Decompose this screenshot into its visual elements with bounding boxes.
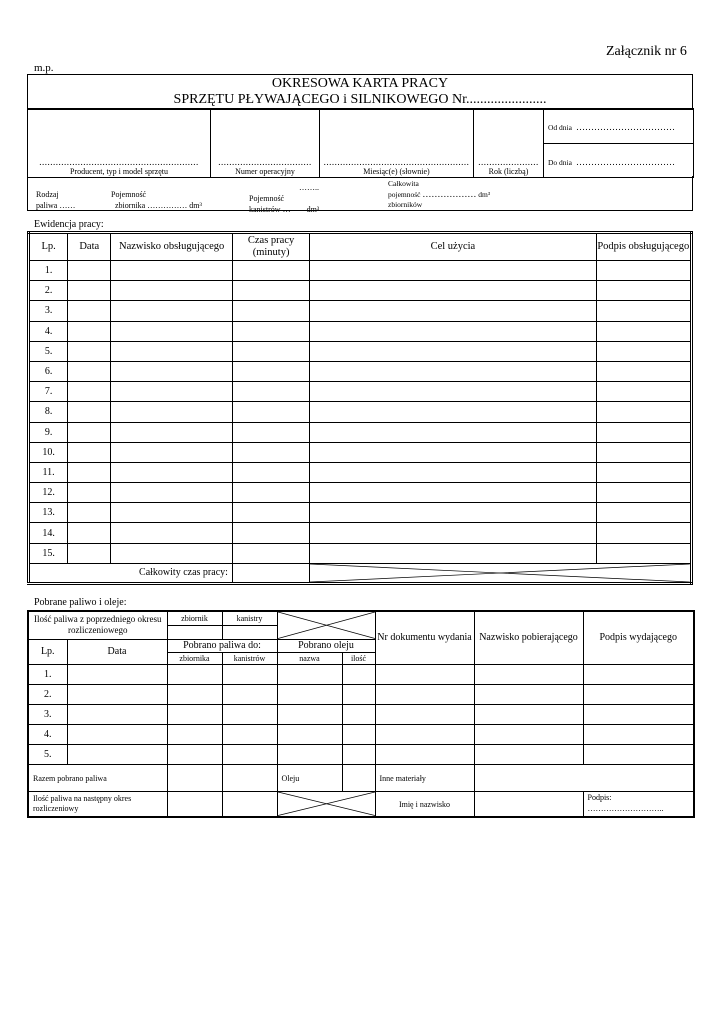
fuel-row-number: 3. — [28, 704, 67, 724]
total-oil-label: Oleju — [277, 765, 342, 792]
next-fuel-tank[interactable] — [167, 792, 222, 817]
total-fuel-cans[interactable] — [222, 765, 277, 792]
producer-label: Producent, typ i model sprzętu — [70, 167, 168, 176]
work-col-sign: Podpis obsługującego — [596, 233, 691, 261]
fuel-row-cell[interactable] — [583, 704, 694, 724]
work-col-time: Czas pracy (minuty) — [232, 233, 309, 261]
fuel-row-cell[interactable] — [375, 664, 474, 684]
work-row-number: 13. — [29, 503, 68, 523]
fuel-row-cell[interactable] — [222, 725, 277, 745]
month-dots: ..................................................... — [323, 157, 470, 167]
work-row-cell[interactable] — [310, 543, 596, 563]
work-row-number: 9. — [29, 422, 68, 442]
year-cell[interactable] — [474, 109, 544, 178]
receiver-label: Nazwisko pobierającego — [474, 611, 583, 664]
name-value[interactable] — [474, 792, 583, 817]
work-row — [29, 543, 692, 563]
mp-label: m.p. — [34, 62, 54, 74]
work-row-cell[interactable] — [310, 422, 596, 442]
fuel-row-cell[interactable] — [342, 704, 375, 724]
work-row-cell[interactable] — [596, 503, 691, 523]
fuel-sub-qty: ilość — [342, 652, 375, 664]
other-materials-label: Inne materiały — [375, 765, 474, 792]
work-row-cell[interactable] — [310, 503, 596, 523]
prev-fuel-label: Ilość paliwa z poprzedniego okresu rozliczeniowego — [28, 611, 167, 639]
fuel-col-lp: Lp. — [28, 639, 67, 664]
fuel-row-cell[interactable] — [277, 745, 342, 765]
prev-cans-value[interactable] — [222, 625, 277, 639]
fuel-row-cell[interactable] — [67, 704, 167, 724]
work-row-cell[interactable] — [111, 523, 233, 543]
work-row-cell[interactable] — [596, 442, 691, 462]
work-row-cell[interactable] — [232, 543, 309, 563]
work-row-cell[interactable] — [596, 483, 691, 503]
fuel-row-cell[interactable] — [375, 745, 474, 765]
info-table — [27, 108, 694, 178]
fuel-row-cell[interactable] — [222, 704, 277, 724]
fuel-row-cell[interactable] — [222, 664, 277, 684]
work-row-cell[interactable] — [111, 382, 233, 402]
work-row-cell[interactable] — [310, 483, 596, 503]
work-row-cell[interactable] — [111, 321, 233, 341]
work-row-number: 11. — [29, 462, 68, 482]
work-row-number: 6. — [29, 361, 68, 381]
work-table — [27, 231, 693, 585]
to-dots: …………………………… — [575, 156, 675, 167]
fuel-row-cell[interactable] — [222, 684, 277, 704]
work-row-cell[interactable] — [232, 361, 309, 381]
work-row-cell[interactable] — [68, 341, 111, 361]
fuel-row-cell[interactable] — [375, 704, 474, 724]
work-row-cell[interactable] — [232, 321, 309, 341]
prev-tank-label: zbiornik — [167, 611, 222, 625]
fuel-row-cell[interactable] — [583, 664, 694, 684]
prev-cans-label: kanistry — [222, 611, 277, 625]
work-row-cell[interactable] — [596, 402, 691, 422]
prev-tank-value[interactable] — [167, 625, 222, 639]
work-row — [29, 523, 692, 543]
work-row-cell[interactable] — [111, 361, 233, 381]
work-col-purpose: Cel użycia — [310, 233, 596, 261]
fuel-table — [27, 610, 695, 818]
work-row — [29, 462, 692, 482]
work-row-cell[interactable] — [111, 503, 233, 523]
next-fuel-label: Ilość paliwa na następny okres rozliczeniowy — [28, 792, 167, 817]
work-row — [29, 483, 692, 503]
work-row-number: 4. — [29, 321, 68, 341]
year-label: Rok (liczbą) — [488, 167, 529, 176]
work-row-number: 1. — [29, 261, 68, 281]
work-row-cell[interactable] — [111, 483, 233, 503]
month-cell[interactable] — [320, 109, 474, 178]
fuel-row-number: 1. — [28, 664, 67, 684]
fuel-row-cell[interactable] — [474, 745, 583, 765]
fuel-col-taken-oil: Pobrano oleju — [277, 639, 375, 652]
next-crossed — [277, 792, 375, 817]
issuer-label: Podpis wydającego — [583, 611, 694, 664]
work-row-cell[interactable] — [232, 523, 309, 543]
fuel-row-number: 2. — [28, 684, 67, 704]
fuel-section-title: Pobrane paliwo i oleje: — [34, 597, 127, 608]
work-row-cell[interactable] — [68, 483, 111, 503]
work-row — [29, 281, 692, 301]
work-row-cell[interactable] — [596, 341, 691, 361]
total-capacity-label: Całkowita pojemność ……………… dm³ zbiorników — [388, 179, 491, 209]
work-row-cell[interactable] — [232, 402, 309, 422]
fuel-row-cell[interactable] — [277, 704, 342, 724]
total-fuel-label: Razem pobrano paliwa — [28, 765, 167, 792]
fuel-type-label: Rodzaj paliwa …… — [36, 190, 76, 210]
work-row-cell[interactable] — [596, 361, 691, 381]
fuel-row-cell[interactable] — [583, 745, 694, 765]
to-date-cell[interactable] — [544, 144, 694, 178]
work-row-number: 15. — [29, 543, 68, 563]
work-row-cell[interactable] — [111, 422, 233, 442]
work-row — [29, 361, 692, 381]
work-row — [29, 261, 692, 281]
work-row-cell[interactable] — [232, 281, 309, 301]
can-capacity-dots[interactable]: … — [282, 205, 291, 214]
work-row-cell[interactable] — [232, 483, 309, 503]
fuel-row-cell[interactable] — [277, 664, 342, 684]
can-capacity-label: …….. Pojemność kanistrów … dm³ — [249, 183, 320, 214]
fuel-row-cell[interactable] — [67, 684, 167, 704]
work-row-cell[interactable] — [68, 281, 111, 301]
name-label: Imię i nazwisko — [375, 792, 474, 817]
work-row-cell[interactable] — [68, 442, 111, 462]
work-row-cell[interactable] — [232, 422, 309, 442]
tank-capacity-label: Pojemność zbiornika …………… dm³ — [111, 190, 202, 210]
work-row — [29, 301, 692, 321]
work-row-cell[interactable] — [596, 543, 691, 563]
work-row — [29, 321, 692, 341]
fuel-row-cell[interactable] — [474, 704, 583, 724]
fuel-row-cell[interactable] — [583, 684, 694, 704]
fuel-row-cell[interactable] — [342, 684, 375, 704]
fuel-row-cell[interactable] — [167, 664, 222, 684]
sign-cell[interactable] — [583, 792, 694, 817]
fuel-row — [28, 704, 694, 724]
fuel-row-cell[interactable] — [375, 684, 474, 704]
work-row-cell[interactable] — [232, 382, 309, 402]
fuel-row-cell[interactable] — [67, 725, 167, 745]
work-row-cell[interactable] — [596, 462, 691, 482]
from-date-cell[interactable] — [544, 109, 694, 144]
fuel-row-cell[interactable] — [342, 745, 375, 765]
work-row-cell[interactable] — [68, 382, 111, 402]
work-row-cell[interactable] — [111, 341, 233, 361]
fuel-row — [28, 725, 694, 745]
work-row-cell[interactable] — [310, 361, 596, 381]
month-label: Miesiąc(e) (słownie) — [363, 167, 430, 176]
work-row-cell[interactable] — [232, 301, 309, 321]
doc-number-label: Nr dokumentu wydania — [375, 611, 474, 664]
work-row — [29, 442, 692, 462]
fuel-col-taken-fuel: Pobrano paliwa do: — [167, 639, 277, 652]
work-row-cell[interactable] — [310, 402, 596, 422]
work-row-cell[interactable] — [68, 503, 111, 523]
fuel-row — [28, 745, 694, 765]
work-row-cell[interactable] — [310, 382, 596, 402]
fuel-row — [28, 684, 694, 704]
work-row-cell[interactable] — [310, 301, 596, 321]
producer-dots: .......................................................... — [39, 157, 199, 167]
fuel-row-cell[interactable] — [167, 684, 222, 704]
producer-cell[interactable] — [28, 109, 211, 178]
total-capacity-dots[interactable]: ……………… — [422, 189, 477, 199]
fuel-sub-tank: zbiornika — [167, 652, 222, 664]
work-total-crossed — [310, 563, 692, 583]
work-row-cell[interactable] — [596, 261, 691, 281]
opnum-dots: .................................. — [218, 157, 312, 167]
work-row-number: 3. — [29, 301, 68, 321]
title-line2: SPRZĘTU PŁYWAJĄCEGO i SILNIKOWEGO Nr....................... — [173, 92, 547, 107]
work-total-label: Całkowity czas pracy: — [29, 563, 233, 583]
work-row-cell[interactable] — [111, 402, 233, 422]
work-row-cell[interactable] — [111, 543, 233, 563]
work-row-cell[interactable] — [596, 422, 691, 442]
work-row-cell[interactable] — [68, 422, 111, 442]
work-row-cell[interactable] — [596, 281, 691, 301]
opnum-label: Numer operacyjny — [235, 167, 295, 176]
work-row-cell[interactable] — [111, 462, 233, 482]
work-row-cell[interactable] — [111, 261, 233, 281]
work-row-number: 7. — [29, 382, 68, 402]
next-fuel-cans[interactable] — [222, 792, 277, 817]
tank-capacity-dots[interactable]: …………… — [147, 201, 188, 210]
sign-dots: ……………………….. — [587, 804, 664, 814]
total-oil-qty[interactable] — [342, 765, 375, 792]
work-row-cell[interactable] — [68, 321, 111, 341]
work-row-number: 8. — [29, 402, 68, 422]
fuel-row — [28, 664, 694, 684]
work-row-cell[interactable] — [310, 281, 596, 301]
work-row-cell[interactable] — [310, 462, 596, 482]
fuel-row-cell[interactable] — [67, 745, 167, 765]
work-row-cell[interactable] — [111, 442, 233, 462]
work-row — [29, 503, 692, 523]
fuel-row-cell[interactable] — [67, 664, 167, 684]
work-row-number: 10. — [29, 442, 68, 462]
fuel-row-cell[interactable] — [342, 725, 375, 745]
fuel-row-cell[interactable] — [474, 684, 583, 704]
work-row — [29, 382, 692, 402]
opnum-cell[interactable] — [211, 109, 320, 178]
other-materials-value[interactable] — [474, 765, 694, 792]
work-row — [29, 341, 692, 361]
work-row-cell[interactable] — [68, 402, 111, 422]
work-row-cell[interactable] — [232, 462, 309, 482]
work-row — [29, 422, 692, 442]
work-row-cell[interactable] — [310, 442, 596, 462]
total-fuel-tank[interactable] — [167, 765, 222, 792]
work-row-cell[interactable] — [232, 261, 309, 281]
fuel-row-cell[interactable] — [277, 684, 342, 704]
work-total-value[interactable] — [232, 563, 309, 583]
from-dots: …………………………… — [575, 122, 675, 132]
fuel-row-cell[interactable] — [474, 725, 583, 745]
work-row — [29, 402, 692, 422]
work-row-cell[interactable] — [596, 321, 691, 341]
work-row-cell[interactable] — [68, 462, 111, 482]
fuel-row-cell[interactable] — [222, 745, 277, 765]
title-box — [27, 74, 693, 110]
fuel-row-cell[interactable] — [167, 704, 222, 724]
fuel-row-cell[interactable] — [342, 664, 375, 684]
fuel-row-cell[interactable] — [167, 725, 222, 745]
work-row-cell[interactable] — [68, 543, 111, 563]
sign-label: Podpis: — [587, 793, 612, 803]
from-label: Od dnia — [548, 123, 572, 132]
work-row-cell[interactable] — [111, 281, 233, 301]
fuel-col-date: Data — [67, 639, 167, 664]
fuel-sub-cans: kanistrów — [222, 652, 277, 664]
fuel-row-number: 5. — [28, 745, 67, 765]
work-row-cell[interactable] — [596, 301, 691, 321]
work-row-cell[interactable] — [310, 321, 596, 341]
fuel-row-cell[interactable] — [583, 725, 694, 745]
work-row-cell[interactable] — [310, 341, 596, 361]
work-col-name: Nazwisko obsługującego — [111, 233, 233, 261]
work-row-cell[interactable] — [596, 523, 691, 543]
work-row-cell[interactable] — [111, 301, 233, 321]
work-row-cell[interactable] — [68, 301, 111, 321]
work-col-date: Data — [68, 233, 111, 261]
work-row-cell[interactable] — [68, 261, 111, 281]
fuel-row-cell[interactable] — [167, 745, 222, 765]
fuel-type-dots[interactable]: …… — [59, 201, 76, 210]
work-row-cell[interactable] — [232, 503, 309, 523]
work-row-number: 2. — [29, 281, 68, 301]
fuel-row-cell[interactable] — [375, 725, 474, 745]
year-dots: ...................... — [478, 157, 539, 167]
fuel-sub-name: nazwa — [277, 652, 342, 664]
fuel-row-cell[interactable] — [277, 725, 342, 745]
attachment-label: Załącznik nr 6 — [606, 44, 687, 59]
work-row-cell[interactable] — [310, 523, 596, 543]
work-row-cell[interactable] — [232, 442, 309, 462]
fuel-row-number: 4. — [28, 725, 67, 745]
work-col-lp: Lp. — [29, 233, 68, 261]
prev-crossed — [277, 611, 375, 639]
work-row-number: 5. — [29, 341, 68, 361]
work-row-cell[interactable] — [596, 382, 691, 402]
work-section-title: Ewidencja pracy: — [34, 219, 104, 230]
work-row-cell[interactable] — [68, 523, 111, 543]
work-row-cell[interactable] — [68, 361, 111, 381]
work-row-number: 14. — [29, 523, 68, 543]
work-row-cell[interactable] — [310, 261, 596, 281]
work-row-cell[interactable] — [232, 341, 309, 361]
fuel-row-cell[interactable] — [474, 664, 583, 684]
to-label: Do dnia — [548, 157, 572, 167]
title-line1: OKRESOWA KARTA PRACY — [271, 76, 449, 91]
work-row-number: 12. — [29, 483, 68, 503]
